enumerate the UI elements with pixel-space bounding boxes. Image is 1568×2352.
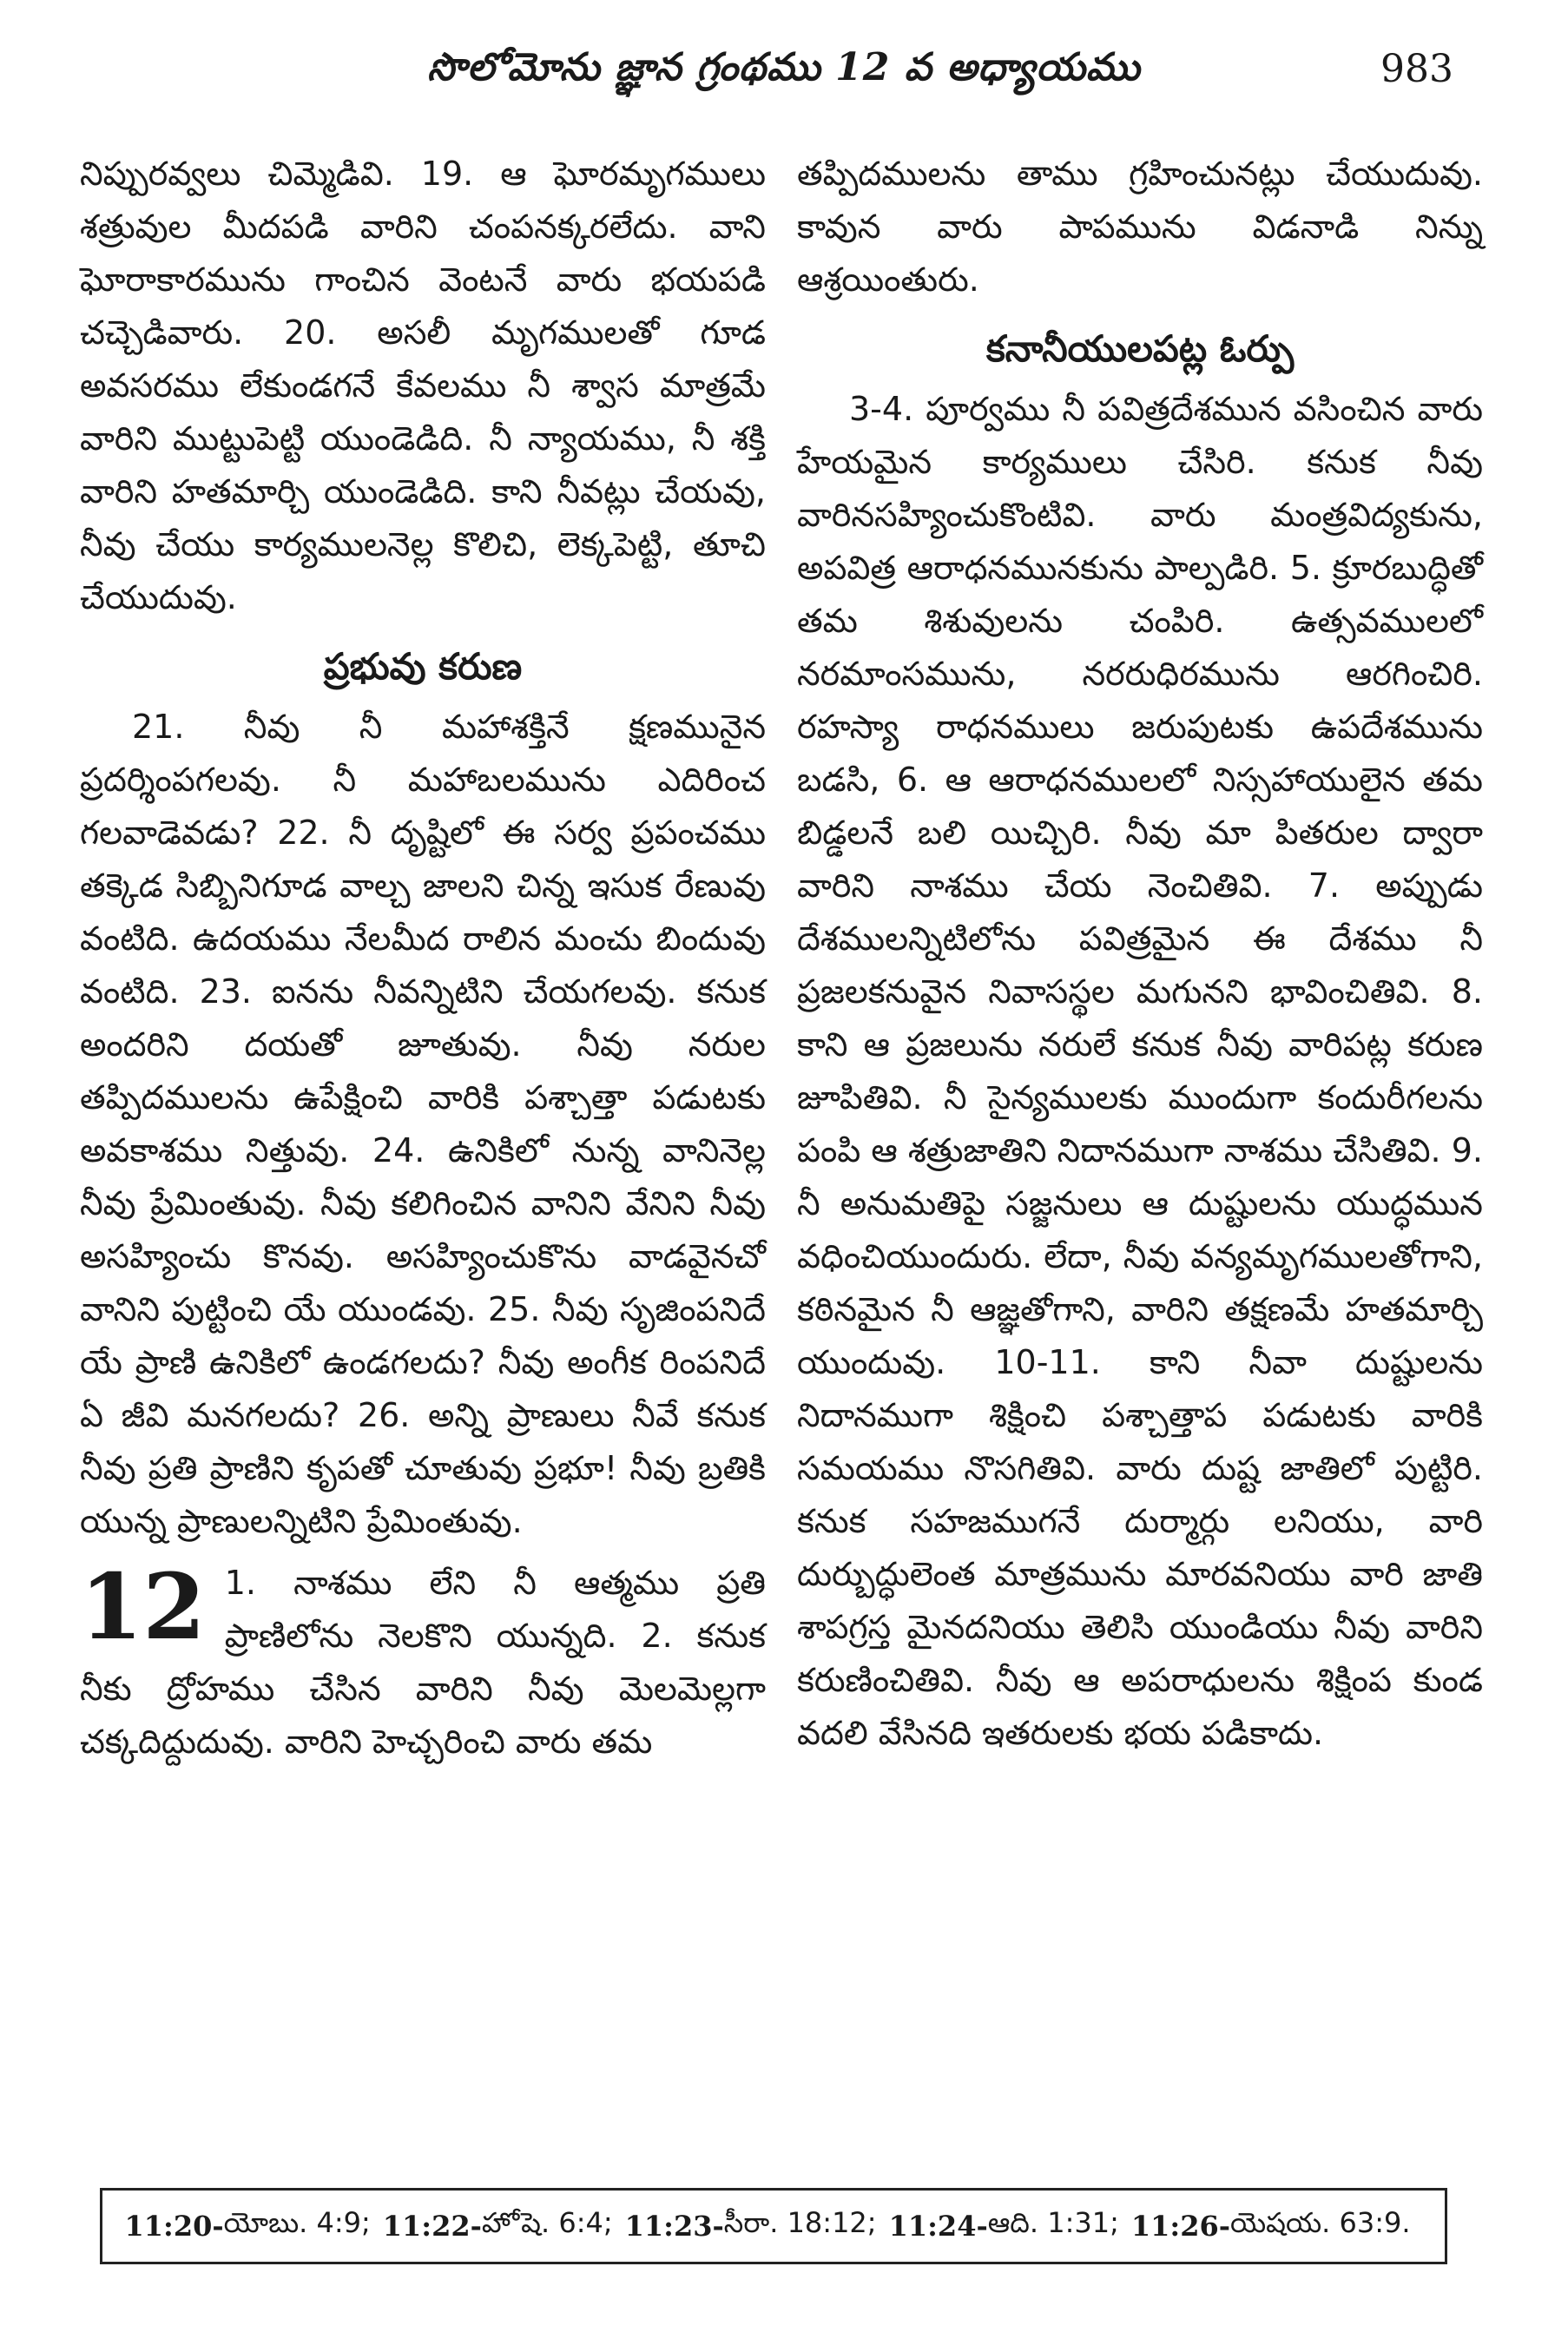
running-title: సొలోమోను జ్ఞాన గ్రంథము 12 వ అధ్యాయము: [427, 45, 1141, 89]
footnote-ref: 11:20-: [124, 2210, 224, 2243]
footnote-ref: 11:23-: [624, 2210, 724, 2243]
footnote-text: ఆది. 1:31;: [987, 2206, 1119, 2239]
footnote-text: యెషయ. 63:9.: [1230, 2206, 1411, 2239]
footnote-ref: 11:24-: [888, 2210, 988, 2243]
footnote-text: సీరా. 18:12;: [723, 2206, 877, 2239]
paragraph: 3-4. పూర్వము నీ పవిత్రదేశమున వసించిన వారు హేయమైన కార్యములు చేసిరి. కనుక నీవు వారినసహ్యించుకొంటివి. వారు మంత్రవిద్యకును, అపవిత్ర ఆరాధనమునకును పాల్పడిరి. 5. క్రూరబుద్ధితో తమ శిశువులను చంపిరి. ఉత్సవములలో నరమాంసమును, నరరుధిరమును ఆరగించిరి. రహస్యా రాధనములు జరుపుటకు ఉపదేశమును బడసి, 6. ఆ ఆరాధనములలో నిస్సహాయులైన తమ బిడ్డలనే బలి యిచ్చిరి. నీవు మా పితరుల ద్వారా వారిని నాశము చేయ నెంచితివి. 7. అప్పుడు దేశములన్నిటిలోను పవిత్రమైన ఈ దేశము నీ ప్రజలకనువైన నివాసస్థల మగునని భావించితివి. 8. కాని ఆ ప్రజలును నరులే కనుక నీవు వారిపట్ల కరుణ జూపితివి. నీ సైన్యములకు ముందుగా కందురీగలను పంపి ఆ శత్రుజాతిని నిదానముగా నాశము చేసితివి. 9. నీ అనుమతిపై సజ్జనులు ఆ దుష్టులను యుద్ధమున వధించియుందురు. లేదా, నీవు వన్యమృగములతోగాని, కఠినమైన నీ ఆజ్ఞతోగాని, వారిని తక్షణమే హతమార్చి యుందువు. 10-11. కాని నీవా దుష్టులను నిదానముగా శిక్షించి పశ్చాత్తాప పడుటకు వారికి సమయము నొసగితివి. వారు దుష్ట జాతిలో పుట్టిరి. కనుక సహజముగనే దుర్మార్గు లనియు, వారి దుర్బుద్ధులెంత మాత్రమును మారవనియు వారి జాతి శాపగ్రస్త మైనదనియు తెలిసి యుండియు నీవు వారిని కరుణించితివి. నీవు ఆ అపరాధులను శిక్షింప కుండ వదలి వేసినది ఇతరులకు భయ పడికాదు.: [797, 390, 1483, 1752]
section-heading: ప్రభువు కరుణ: [323, 645, 523, 688]
section-heading: కనానీయులపట్ల ఓర్పు: [985, 327, 1295, 370]
paragraph: 1. నాశము లేని నీ ఆత్మము ప్రతి ప్రాణిలోను నెలకొని యున్నది. 2. కనుక నీకు ద్రోహము చేసిన వారిని నీవు మెలమెల్లగా చక్కదిద్దుదువు. వారిని హెచ్చరించి వారు తమ: [80, 1564, 766, 1761]
page-number: 983: [1380, 47, 1453, 91]
footnote-text: హోషె. 6:4;: [481, 2206, 613, 2239]
footnote-ref: 11:22-: [382, 2210, 482, 2243]
chapter-start: [80, 1553, 766, 1769]
chapter-number: 12: [80, 1553, 206, 1660]
paragraph: 21. నీవు నీ మహాశక్తినే క్షణమునైన ప్రదర్శింపగలవు. నీ మహాబలమును ఎదిరించ గలవాడెవడు? 22. నీ దృష్టిలో ఈ సర్వ ప్రపంచము తక్కెడ సిబ్బినిగూడ వాల్చ జాలని చిన్న ఇసుక రేణువు వంటిది. ఉదయము నేలమీద రాలిన మంచు బిందువు వంటిది. 23. ఐనను నీవన్నిటిని చేయగలవు. కనుక అందరిని దయతో జూతువు. నీవు నరుల తప్పిదములను ఉపేక్షించి వారికి పశ్చాత్తా పడుటకు అవకాశము నిత్తువు. 24. ఉనికిలో నున్న వానినెల్ల నీవు ప్రేమింతువు. నీవు కలిగించిన వానిని వేనిని నీవు అసహ్యించు కొనవు. అసహ్యించుకొను వాడవైనచో వానిని పుట్టించి యే యుండవు. 25. నీవు సృజింపనిదే యే ప్రాణి ఉనికిలో ఉండగలదు? నీవు అంగీక రింపనిదే ఏ జీవి మనగలదు? 26. అన్ని ప్రాణులు నీవే కనుక నీవు ప్రతి ప్రాణిని కృపతో చూతువు ప్రభూ! నీవు బ్రతికి యున్న ప్రాణులన్నిటిని ప్రేమింతువు.: [80, 708, 766, 1540]
right-column: [797, 148, 1483, 1760]
footnote-ref: 11:26-: [1130, 2210, 1231, 2243]
paragraph: తప్పిదములను తాము గ్రహించునట్లు చేయుదువు. కావున వారు పాపమును విడనాడి నిన్ను ఆశ్రయింతురు.: [797, 155, 1483, 299]
page-header: [0, 0, 1568, 130]
left-column: [80, 148, 766, 1769]
cross-reference-box: [100, 2188, 1447, 2264]
paragraph: నిప్పురవ్వలు చిమ్మెడివి. 19. ఆ ఘోరమృగములు శత్రువుల మీదపడి వారిని చంపనక్కరలేదు. వాని ఘోరాకారమును గాంచిన వెంటనే వారు భయపడి చచ్చెడివారు. 20. అసలీ మృగములతో గూడ అవసరము లేకుండగనే కేవలము నీ శ్వాస మాత్రమే వారిని ముట్టుపెట్టి యుండెడిది. నీ న్యాయము, నీ శక్తి వారిని హతమార్చి యుండెడిది. కాని నీవట్లు చేయవు, నీవు చేయు కార్యములనెల్ల కొలిచి, లెక్కపెట్టి, తూచి చేయుదువు.: [80, 155, 766, 616]
footnote-text: యోబు. 4:9;: [223, 2206, 371, 2239]
